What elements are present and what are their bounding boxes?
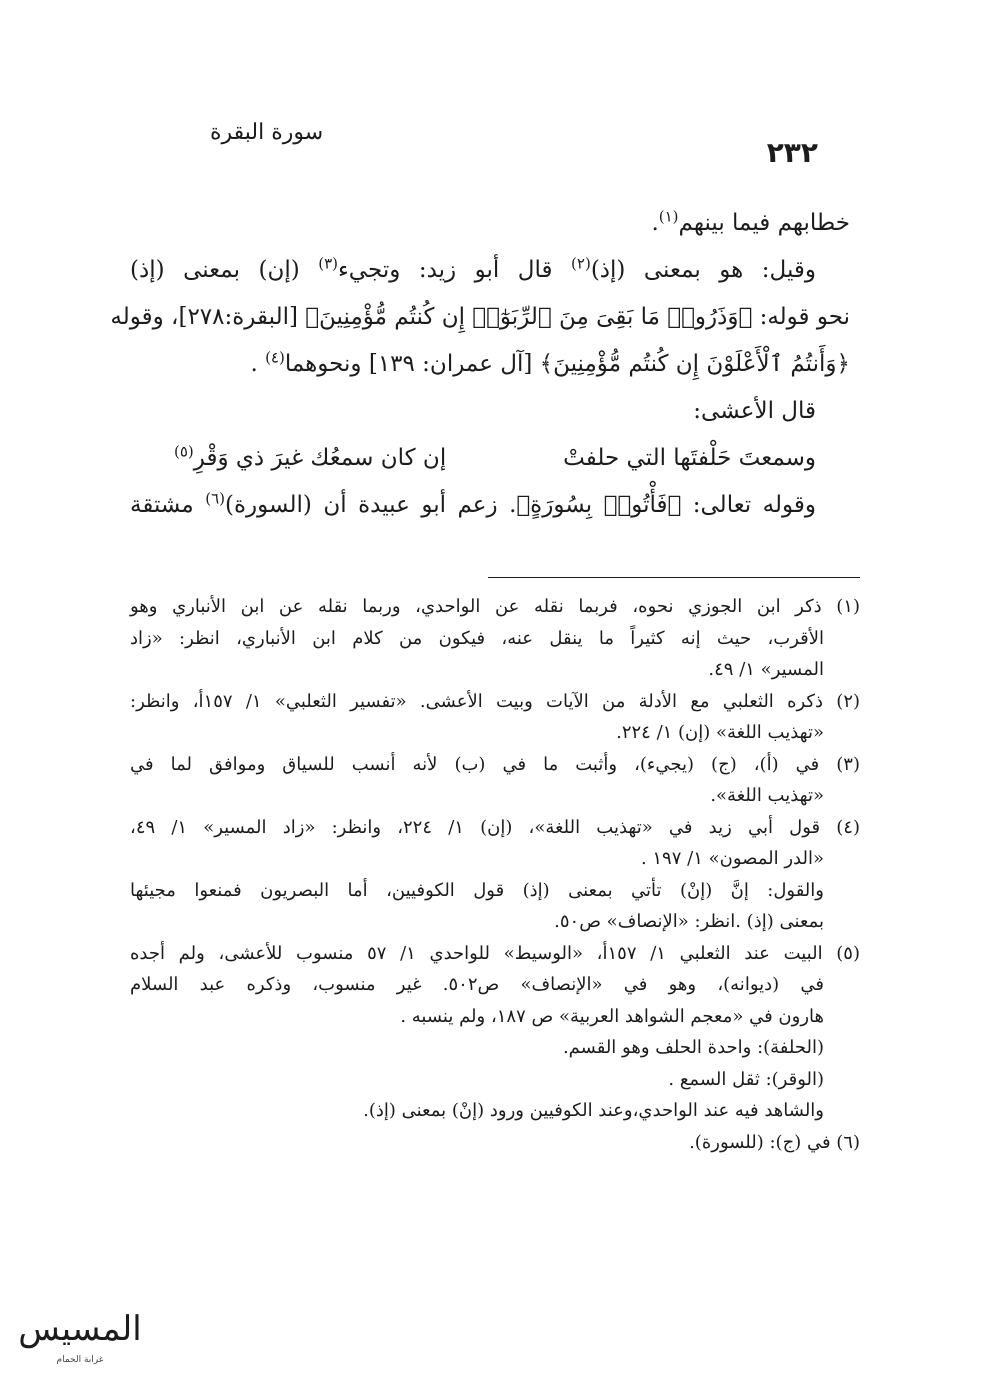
footnote-ref-5[interactable]: (٥)	[174, 442, 194, 461]
footnote-line: (٤) قول أبي زيد في «تهذيب اللغة»، (إن) ١/ ٢٢٤، وانظر: «زاد المسير» ١/ ٤٩،	[130, 816, 860, 838]
footnote-line: المسير» ١/ ٤٩.	[708, 659, 824, 680]
footnote-line: (الوقر): ثقل السمع .	[668, 1068, 824, 1090]
poem-first-hemistich: وسمعتَ حَلْفتَها التي حلفتْ	[563, 445, 816, 471]
footnote-ref-6[interactable]: (٦)	[205, 489, 225, 508]
poem-verse	[130, 435, 850, 482]
footnote-line: «تهذيب اللغة» (إن) ١/ ٢٢٤.	[616, 722, 824, 743]
footnote-ref-3[interactable]: (٣)	[318, 254, 338, 273]
text-span: قال أبو زيد: وتجيء	[337, 257, 572, 283]
footnote-line: (١) ذكر ابن الجوزي نحوه، فربما نقله عن الواحدي، وربما نقله عن ابن الأنباري وهو	[130, 596, 860, 617]
footnote-ref-2[interactable]: (٢)	[571, 254, 591, 273]
watermark-logo	[10, 1292, 150, 1372]
footnote-line: (الحلفة): واحدة الحلف وهو القسم.	[562, 1037, 824, 1058]
main-line-5: قال الأعشى:	[693, 398, 816, 424]
text-span: (إن) بمعنى (إذ)	[130, 257, 319, 283]
footnotes	[130, 591, 860, 1158]
text-span: إن كان سمعُك غيرَ ذي وَقْرِ	[193, 445, 447, 471]
main-text	[110, 200, 850, 529]
text-span: وقوله تعالى: ﴿فَأْتُوا۟ بِسُورَةٍ﴾. زعم أبو عبيدة أن (السورة)	[225, 492, 816, 518]
main-line-3: نحو قوله: ﴿وَذَرُوا۟ مَا بَقِىَ مِنَ ٱلرِّبَوٰٓا۟ إِن كُنتُم مُّؤْمِنِينَ﴾ [البقرة:٢٧٨]، وقوله	[110, 304, 850, 330]
surah-title: سورة البقرة	[210, 120, 324, 145]
footnote-line: «الدر المصون» ١/ ١٩٧ .	[640, 848, 824, 869]
footnote-line: (٣) في (أ)، (ج) (يجيء)، وأثبت ما في (ب) لأنه أنسب للسياق وموافق لما في	[130, 753, 860, 775]
text-span: وقيل: هو بمعنى (إذ)	[590, 257, 816, 283]
footnote-line: بمعنى (إذ) .انظر: «الإنصاف» ص٥٠.	[554, 911, 824, 932]
poem-second-hemistich	[174, 435, 446, 482]
footnote-line: (٥) البيت عند الثعلبي ١/ ١٥٧أ، «الوسيط» للواحدي ١/ ٥٧ منسوب للأعشى، ولم أجده	[130, 942, 860, 964]
main-line-2	[130, 247, 850, 294]
footnote-line: والشاهد فيه عند الواحدي،وعند الكوفيين ورود (إنْ) بمعنى (إذ).	[363, 1100, 824, 1121]
footnote-ref-4[interactable]: (٤)	[265, 348, 285, 367]
footnote-line: (٢) ذكره الثعلبي مع الأدلة من الآيات وبيت الأعشى. «تفسير الثعلبي» ١/ ١٥٧أ، وانظر:	[130, 690, 861, 712]
main-line-4	[130, 341, 850, 388]
footnote-divider	[488, 577, 860, 578]
main-line-1	[130, 200, 850, 247]
footnote-line: والقول: إنَّ (إنْ) تأتي بمعنى (إذ) قول الكوفيين، أما البصريون فمنعوا مجيئها	[130, 879, 824, 901]
footnote-line: «تهذيب اللغة».	[710, 785, 824, 806]
text-span: ﴿وَأَنتُمُ ٱلْأَعْلَوْنَ إِن كُنتُم مُّؤْمِنِينَ﴾ [آل عمران: ١٣٩] ونحوهما	[284, 351, 850, 377]
watermark-subtext: غرابة الحمام	[56, 1355, 104, 1365]
footnote-line: (٦) في (ج): (للسورة).	[689, 1131, 860, 1153]
text-span: خطابهم فيما بينهم	[678, 210, 850, 236]
text-span: .	[651, 210, 659, 236]
main-line-7	[130, 482, 850, 529]
text-span: .	[250, 351, 266, 377]
footnote-line: في (ديوانه)، وهو في «الإنصاف» ص٥٠٢. غير منسوب، وذكره عبد السلام	[130, 974, 824, 995]
footnote-ref-1[interactable]: (١)	[658, 207, 679, 226]
text-span: مشتقة	[130, 492, 206, 518]
page-number: ٢٣٢	[766, 136, 818, 169]
watermark-text: المسيس	[18, 1309, 142, 1349]
footnote-line: الأقرب، حيث إنه كثيراً ما ينقل عنه، فيكون من كلام ابن الأنباري، انظر: «زاد	[130, 627, 824, 649]
footnote-line: هارون في «معجم الشواهد العربية» ص ١٨٧، ولم ينسبه .	[400, 1005, 824, 1027]
